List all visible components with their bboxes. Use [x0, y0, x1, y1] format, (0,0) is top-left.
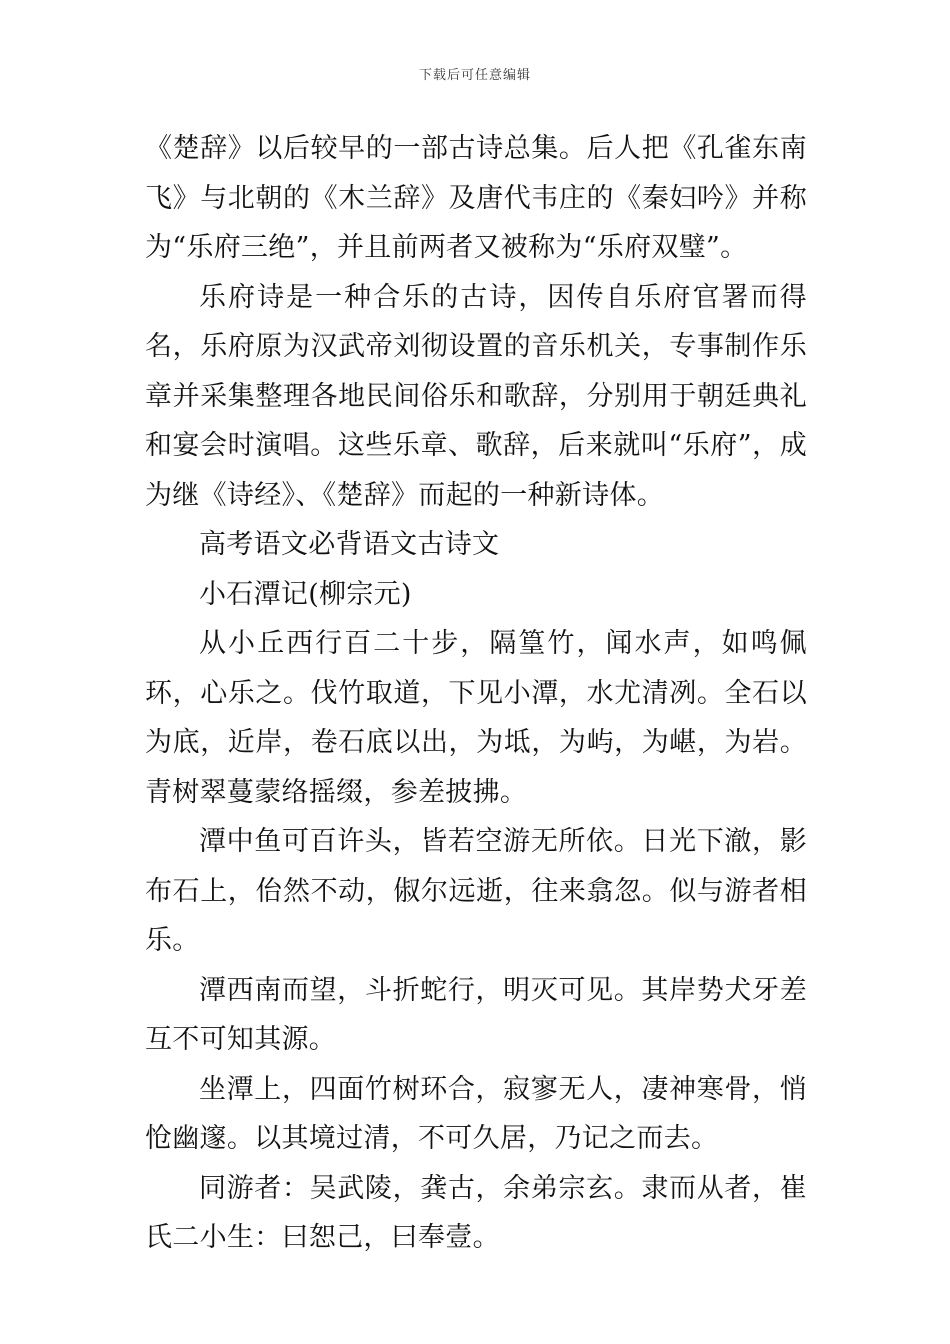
paragraph-text-3: 潭西南而望，斗折蛇行，明灭可见。其岸势犬牙差互不可知其源。 [145, 974, 807, 1055]
paragraph-text-2: 潭中鱼可百许头，皆若空游无所依。日光下澈，影布石上，佁然不动，俶尔远逝，往来翕忽。似与游者相乐。 [145, 826, 807, 956]
paragraph-text-4: 坐潭上，四面竹树环合，寂寥无人，凄神寒骨，悄怆幽邃。以其境过清，不可久居，乃记之而去。 [145, 1073, 807, 1154]
section-heading: 高考语文必背语文古诗文 [199, 529, 500, 560]
paragraph-text-1: 从小丘西行百二十步，隔篁竹，闻水声，如鸣佩环，心乐之。伐竹取道，下见小潭，水尤清冽。全石以为底，近岸，卷石底以出，为坻，为屿，为嵁，为岩。青树翠蔓蒙络摇缀，参差披拂。 [145, 628, 807, 808]
paragraph-text-5: 同游者：吴武陵，龚古，余弟宗玄。隶而从者，崔氏二小生：曰恕己，曰奉壹。 [145, 1172, 807, 1253]
poem-title: 小石潭记(柳宗元) [199, 578, 412, 610]
paragraph-yuefu-intro: 乐府诗是一种合乐的古诗，因传自乐府官署而得名，乐府原为汉武帝刘彻设置的音乐机关，专事制作乐章并采集整理各地民间俗乐和歌辞，分别用于朝廷典礼和宴会时演唱。这些乐章、歌辞，后来就叫“乐府”，成为继《诗经》、《楚辞》而起的一种新诗体。 [145, 281, 807, 511]
paragraph-continuation: 《楚辞》以后较早的一部古诗总集。后人把《孔雀东南飞》与北朝的《木兰辞》及唐代韦庄的《秦妇吟》并称为“乐府三绝”，并且前两者又被称为“乐府双璧”。 [145, 133, 807, 263]
page-header: 下载后可任意编辑 [418, 68, 531, 83]
document-body [145, 124, 807, 1263]
